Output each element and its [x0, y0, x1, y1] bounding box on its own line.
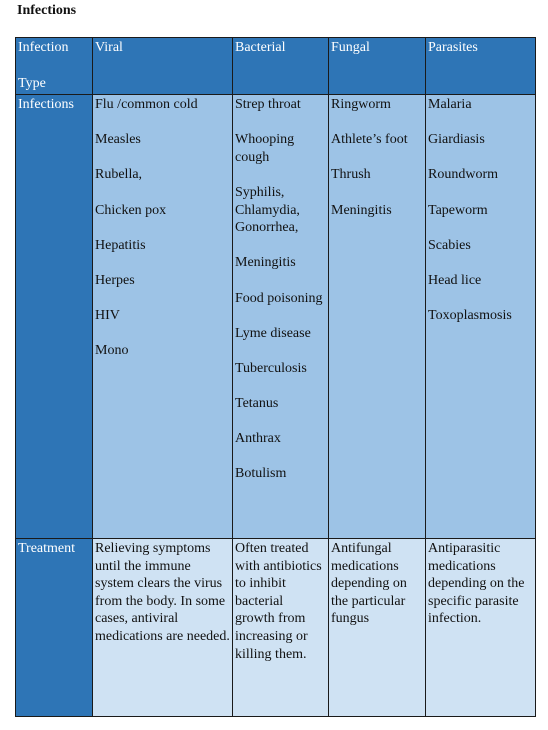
fungal-treatment-text: Antifungal medications depending on the particular fungus	[331, 541, 407, 627]
infection-item: Malaria	[428, 97, 472, 112]
document-title: Infections	[17, 3, 77, 18]
infections-table	[15, 37, 536, 717]
infection-item: Chicken pox	[95, 202, 167, 218]
fungal-treatment-cell	[329, 539, 426, 717]
infection-item: Meningitis	[331, 202, 392, 218]
infection-item: Hepatitis	[95, 237, 146, 253]
infection-item: Ringworm	[331, 97, 391, 112]
bacterial-infections-cell	[233, 95, 329, 539]
header-infection-label: Infection	[18, 40, 69, 55]
infection-item: Lyme disease	[235, 325, 311, 341]
infection-item: Mono	[95, 343, 129, 359]
infection-item: Scabies	[428, 237, 471, 253]
infection-item: HIV	[95, 308, 120, 324]
viral-treatment-text: Relieving symptoms until the immune system clears the virus from the body. In some cases, antiviral medications are needed.	[95, 541, 230, 644]
infection-item: Toxoplasmosis	[428, 308, 512, 324]
infection-item: Roundworm	[428, 167, 498, 183]
fungal-infections-cell	[329, 95, 426, 539]
infection-item: Tapeworm	[428, 202, 488, 218]
infection-item: Giardiasis	[428, 132, 485, 148]
infections-row	[16, 95, 536, 539]
treatment-row	[16, 539, 536, 717]
infections-row-label: Infections	[16, 95, 93, 539]
header-fungal: Fungal	[329, 38, 426, 95]
infection-item: Head lice	[428, 272, 482, 288]
infection-item: Athlete’s foot	[331, 132, 408, 148]
parasite-treatment-text: Antiparasitic medications depending on the specific parasite infection.	[428, 541, 525, 627]
parasite-infections-cell	[426, 95, 536, 539]
infection-item: Thrush	[331, 167, 371, 183]
header-parasites: Parasites	[426, 38, 536, 95]
infection-item: Herpes	[95, 272, 135, 288]
infection-item: Tuberculosis	[235, 360, 307, 376]
infection-item: Flu /common cold	[95, 97, 198, 112]
header-type-label: Type	[18, 76, 46, 92]
header-bacterial: Bacterial	[233, 38, 329, 95]
treatment-row-label: Treatment	[16, 539, 93, 717]
viral-treatment-cell	[93, 539, 233, 717]
infection-item: Anthrax	[235, 431, 281, 447]
viral-infections-cell	[93, 95, 233, 539]
infection-item: Botulism	[235, 466, 287, 482]
header-row	[16, 38, 536, 95]
bacterial-treatment-cell	[233, 539, 329, 717]
infection-item: Meningitis	[235, 255, 296, 271]
bacterial-treatment-text: Often treated with antibiotics to inhibit bacterial growth from increasing or killing them.	[235, 541, 322, 662]
header-viral: Viral	[93, 38, 233, 95]
infection-item: Food poisoning	[235, 290, 323, 306]
infection-item: Whooping cough	[235, 132, 295, 165]
infection-item: Measles	[95, 132, 141, 148]
infection-item: Strep throat	[235, 97, 301, 112]
header-corner-cell	[16, 38, 93, 95]
infection-item: Tetanus	[235, 396, 279, 412]
parasite-treatment-cell	[426, 539, 536, 717]
infection-item: Rubella,	[95, 167, 143, 183]
infection-item: Syphilis, Chlamydia, Gonorrhea,	[235, 184, 300, 236]
